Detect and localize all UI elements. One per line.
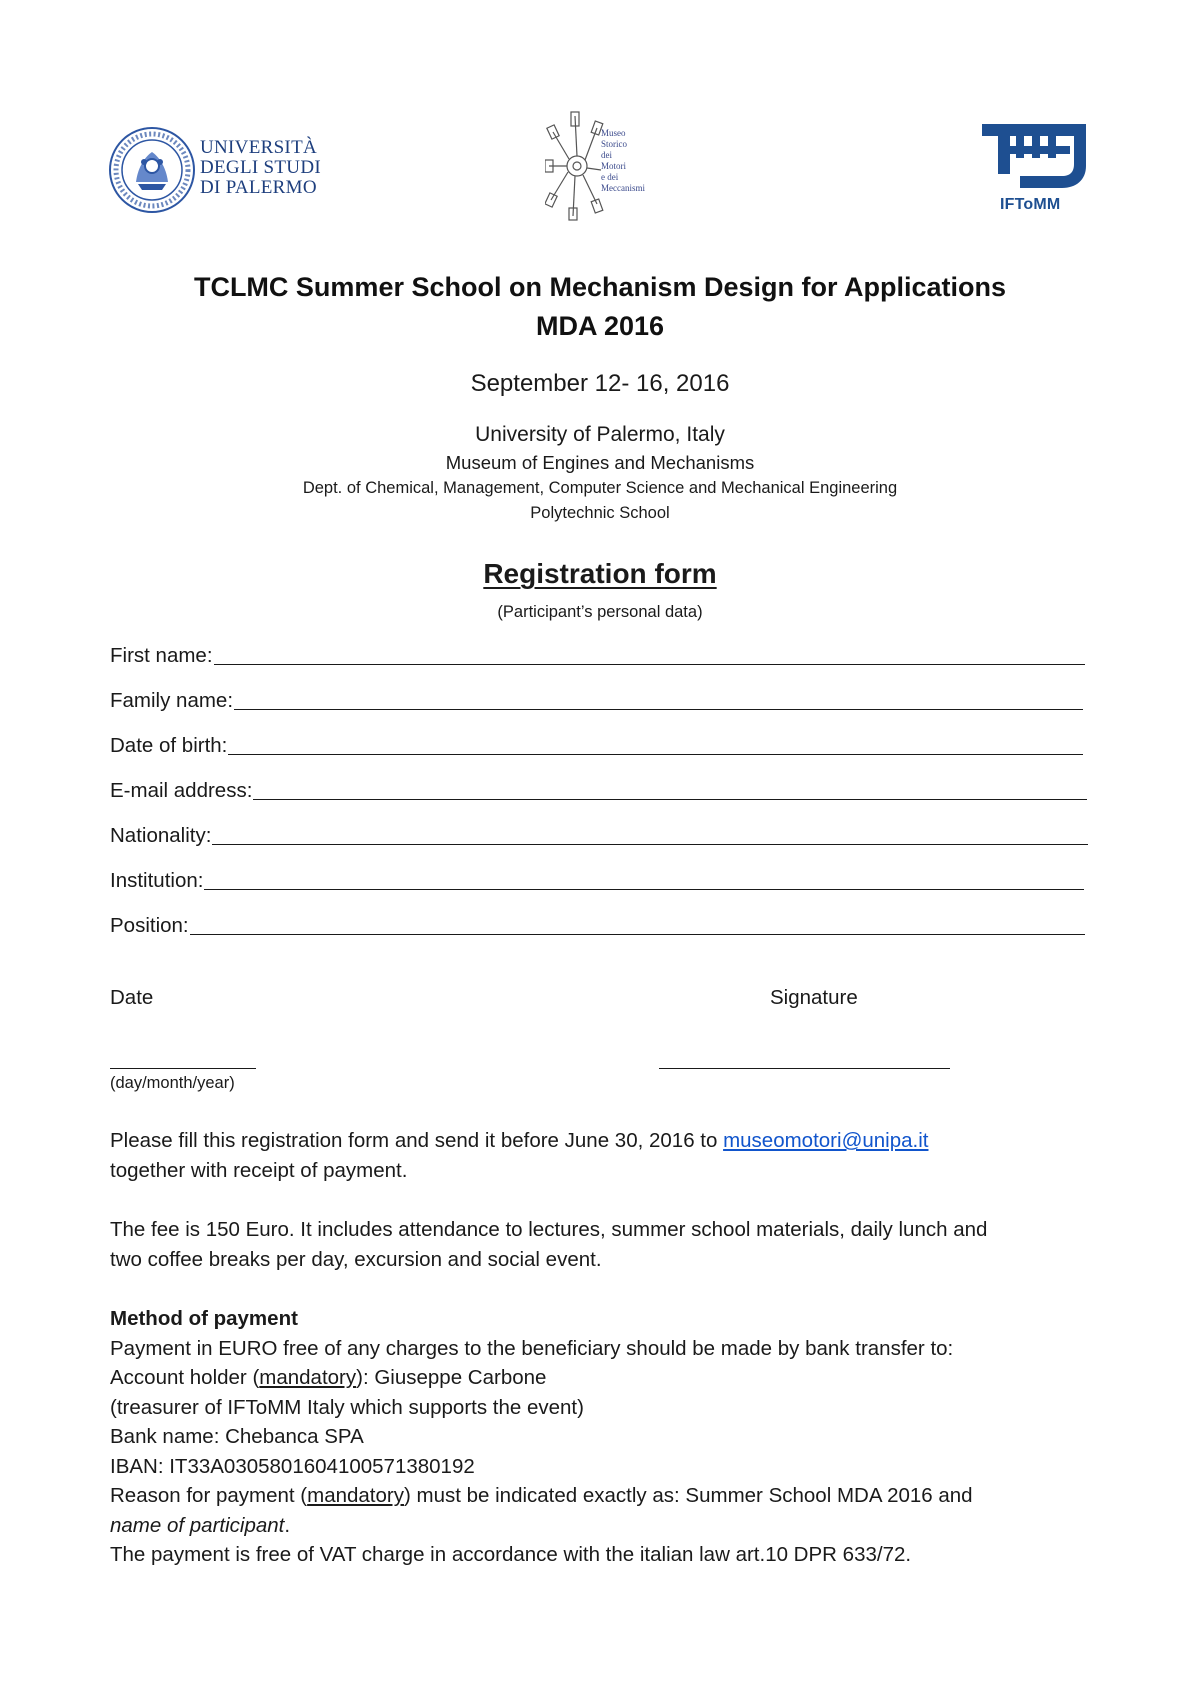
iftomm-emblem-icon: [980, 122, 1090, 194]
logo-text-line: DEGLI STUDI: [200, 157, 321, 178]
payment-text: Account holder (: [110, 1366, 260, 1389]
museum-name: Museum of Engines and Mechanisms: [445, 452, 755, 473]
page-title: TCLMC Summer School on Mechanism Design for Applications: [193, 272, 1007, 302]
institution-field[interactable]: [110, 863, 1084, 893]
participant-name-note: name of participant: [110, 1513, 285, 1537]
instruction-text: Please fill this registration form and send it before June 30, 2016 to: [110, 1129, 724, 1152]
payment-heading: Method of payment: [110, 1307, 298, 1330]
field-label: First name:: [110, 644, 213, 667]
field-label: Family name:: [110, 689, 234, 712]
fill-in-line[interactable]: [190, 934, 1085, 935]
iftomm-logo-text: IFToMM: [1000, 196, 1061, 213]
form-subtitle: (Participant’s personal data): [497, 603, 703, 621]
logo-text-line: Museo: [601, 128, 626, 138]
logo-text-line: Meccanismi: [601, 183, 645, 193]
fill-in-line[interactable]: [253, 799, 1087, 800]
submission-instructions: [110, 1126, 928, 1185]
form-title: [0, 558, 1200, 590]
university-name: University of Palermo, Italy: [475, 423, 725, 446]
first-name-field[interactable]: [110, 638, 1085, 668]
fill-in-line[interactable]: [228, 754, 1083, 755]
date-format-hint: (day/month/year): [110, 1074, 235, 1092]
school-name: Polytechnic School: [530, 504, 670, 522]
vat-note: The payment is free of VAT charge in accordance with the italian law art.10 DPR 633/72.: [110, 1543, 912, 1566]
payment-text: Payment in EURO free of any charges to the beneficiary should be made by bank transfer to:: [110, 1336, 954, 1360]
iftomm-logo: [980, 122, 1090, 218]
iban: IBAN: IT33A0305801604100571380192: [110, 1454, 475, 1478]
university-of-palermo-logo: [108, 126, 321, 214]
logo-text-line: DI PALERMO: [200, 177, 317, 198]
fee-text: The fee is 150 Euro. It includes attendance to lectures, summer school materials, daily lunch and: [110, 1218, 988, 1241]
fill-in-line[interactable]: [234, 709, 1083, 710]
form-title-text: Registration form: [483, 558, 717, 589]
payment-section: [110, 1304, 973, 1570]
position-field[interactable]: [110, 908, 1085, 938]
payment-text: (treasurer of IFToMM Italy which supports the event): [110, 1395, 584, 1419]
museum-logo: [545, 108, 665, 223]
field-label: Date of birth:: [110, 734, 228, 757]
engine-drawing-icon: [545, 108, 605, 223]
field-label: E-mail address:: [110, 779, 253, 802]
email-address-field[interactable]: [110, 773, 1087, 803]
date-label: Date: [110, 986, 154, 1009]
fee-description: [110, 1215, 987, 1274]
university-seal-icon: [108, 126, 196, 214]
payment-text: .: [284, 1513, 291, 1537]
bank-name: Bank name: Chebanca SPA: [110, 1425, 364, 1448]
field-label: Position:: [110, 914, 189, 937]
fill-in-line[interactable]: [212, 844, 1088, 845]
event-dates: September 12- 16, 2016: [470, 370, 730, 397]
payment-text: ) must be indicated exactly as: Summer School MDA 2016 and: [403, 1484, 973, 1507]
logo-text-line: UNIVERSITÀ: [200, 137, 317, 158]
page-subtitle: MDA 2016: [535, 311, 665, 341]
field-label: Nationality:: [110, 824, 212, 847]
payment-text: ): Giuseppe Carbone: [356, 1366, 547, 1389]
fill-in-line[interactable]: [204, 889, 1084, 890]
field-label: Institution:: [110, 869, 204, 892]
instruction-text: together with receipt of payment.: [110, 1158, 408, 1182]
logo-text-line: e dei: [601, 172, 619, 182]
nationality-field[interactable]: [110, 818, 1088, 848]
payment-text: Reason for payment (: [110, 1484, 308, 1507]
fill-in-line[interactable]: [214, 664, 1085, 665]
mandatory-label: mandatory: [259, 1366, 357, 1389]
mandatory-label: mandatory: [307, 1484, 404, 1507]
logo-text-line: Motori: [601, 161, 627, 171]
department-name: Dept. of Chemical, Management, Computer Science and Mechanical Engineering: [302, 479, 898, 497]
fee-text: two coffee breaks per day, excursion and social event.: [110, 1247, 602, 1271]
email-link[interactable]: museomotori@unipa.it: [723, 1129, 929, 1152]
date-line[interactable]: [110, 1068, 256, 1069]
signature-line[interactable]: [659, 1068, 950, 1069]
logo-text-line: Storico: [601, 139, 627, 149]
family-name-field[interactable]: [110, 683, 1083, 713]
date-of-birth-field[interactable]: [110, 728, 1083, 758]
signature-label: Signature: [770, 986, 858, 1009]
logo-text-line: dei: [601, 150, 612, 160]
